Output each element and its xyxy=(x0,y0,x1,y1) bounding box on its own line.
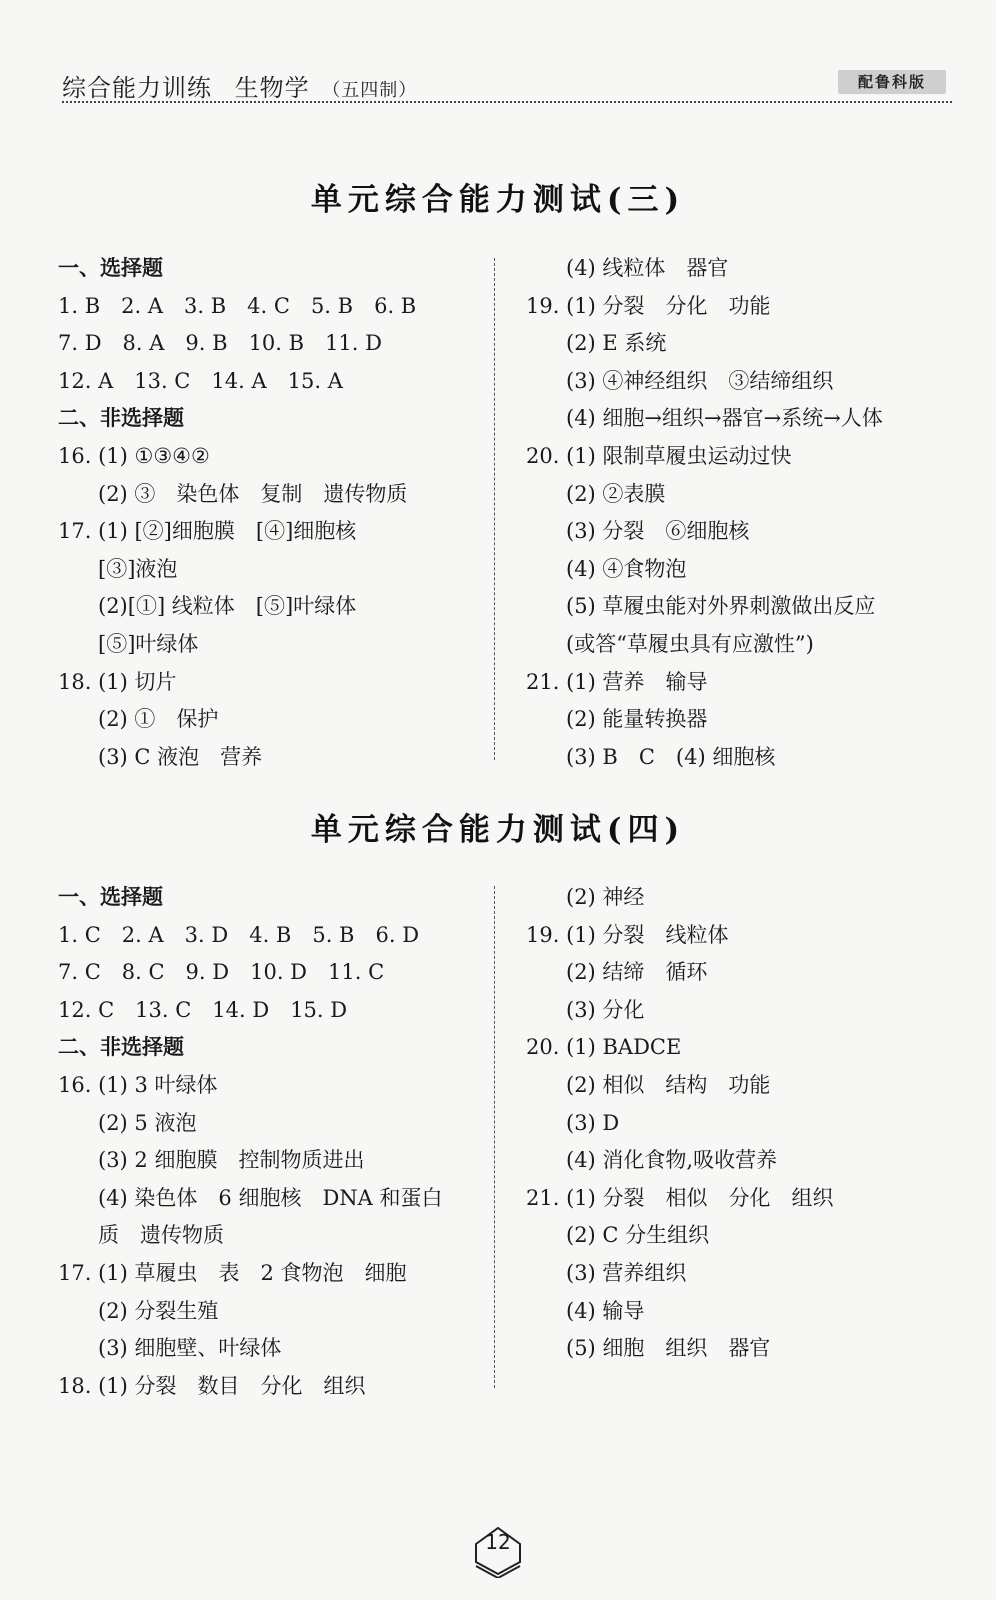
answer-line: (2) 5 液泡 xyxy=(98,1110,197,1135)
answer-line: (2)[①] 线粒体 [⑤]叶绿体 xyxy=(98,594,357,619)
answer-line: (3) B C (4) 细胞核 xyxy=(566,744,776,769)
edition-note: （五四制） xyxy=(322,80,418,101)
answer-line: (3) 分裂 ⑥细胞核 xyxy=(566,519,750,544)
answer-line: (4) 消化食物,吸收营养 xyxy=(566,1148,778,1173)
edition-badge: 配鲁科版 xyxy=(838,70,946,94)
answer-line: (4) 线粒体 器官 xyxy=(566,256,729,280)
answer-line: 17. (1) [②]细胞膜 [④]细胞核 xyxy=(58,519,357,544)
answer-line: 7. C 8. C 9. D 10. D 11. C xyxy=(58,960,385,985)
answer-line: (2) ① 保护 xyxy=(98,707,219,732)
unit4-column-divider xyxy=(494,886,495,1388)
header-divider xyxy=(62,101,952,103)
book-title xyxy=(62,68,417,103)
answer-line: (3) 营养组织 xyxy=(566,1260,687,1285)
answer-line: 19. (1) 分裂 线粒体 xyxy=(526,922,729,947)
answer-line: (4) 染色体 6 细胞核 DNA 和蛋白 xyxy=(98,1185,443,1210)
answer-line: (4) 输导 xyxy=(566,1298,645,1323)
answer-line: (4) 细胞→组织→器官→系统→人体 xyxy=(566,406,883,431)
unit3-column-divider xyxy=(494,258,495,760)
answer-line: 20. (1) 限制草履虫运动过快 xyxy=(526,443,792,468)
answer-line: (3) C 液泡 营养 xyxy=(98,744,263,769)
answer-line: 7. D 8. A 9. B 10. B 11. D xyxy=(58,331,382,356)
answer-line: [③]液泡 xyxy=(98,556,178,581)
answer-line: 16. (1) ①③④② xyxy=(58,443,210,468)
answer-line: (2) 神经 xyxy=(566,885,645,909)
answer-line: (2) 相似 结构 功能 xyxy=(566,1072,771,1097)
answer-line: 一、选择题 xyxy=(58,256,163,280)
unit4-left-column xyxy=(58,879,443,1405)
answer-line: (3) D xyxy=(566,1110,620,1135)
answer-line: 12. A 13. C 14. A 15. A xyxy=(58,368,343,393)
answer-line: (3) 分化 xyxy=(566,997,645,1022)
answer-line: (2) ②表膜 xyxy=(566,481,666,506)
answer-line: 18. (1) 切片 xyxy=(58,669,177,694)
answer-line: 12. C 13. C 14. D 15. D xyxy=(58,997,348,1022)
answer-line: 21. (1) 营养 输导 xyxy=(526,669,708,694)
answer-line: 16. (1) 3 叶绿体 xyxy=(58,1072,218,1097)
page-header xyxy=(62,64,952,104)
unit3-right-column xyxy=(526,250,883,776)
answer-line: (3) 2 细胞膜 控制物质进出 xyxy=(98,1148,365,1173)
answer-line: 18. (1) 分裂 数目 分化 组织 xyxy=(58,1373,366,1398)
answer-line: 1. B 2. A 3. B 4. C 5. B 6. B xyxy=(58,293,417,318)
answer-line: (2) E 系统 xyxy=(566,331,667,356)
page-number: 12 xyxy=(485,1530,511,1554)
answer-line: [⑤]叶绿体 xyxy=(98,631,199,656)
answer-line: (5) 草履虫能对外界刺激做出反应 xyxy=(566,594,876,619)
answer-line: 20. (1) BADCE xyxy=(526,1035,682,1060)
answer-line: (2) C 分生组织 xyxy=(566,1223,710,1248)
unit4-right-column xyxy=(526,879,834,1368)
answer-line: 19. (1) 分裂 分化 功能 xyxy=(526,293,771,318)
unit3-left-column xyxy=(58,250,416,776)
answer-line: (3) ④神经组织 ③结缔组织 xyxy=(566,368,834,393)
answer-line: 1. C 2. A 3. D 4. B 5. B 6. D xyxy=(58,922,420,947)
unit4-title: 单元综合能力测试(四) xyxy=(310,812,686,848)
answer-line: 二、非选择题 xyxy=(58,1035,184,1060)
answer-line: (4) ④食物泡 xyxy=(566,556,687,581)
answer-line: (3) 细胞壁、叶绿体 xyxy=(98,1336,282,1361)
page-number-badge xyxy=(470,1522,526,1578)
answer-line: (5) 细胞 组织 器官 xyxy=(566,1336,771,1361)
answer-line: (2) 能量转换器 xyxy=(566,707,708,732)
answer-line: (或答“草履虫具有应激性”) xyxy=(566,631,814,656)
subject-text: 生物学 xyxy=(234,74,310,102)
answer-line: (2) ③ 染色体 复制 遗传物质 xyxy=(98,481,408,506)
answer-line: (2) 结缔 循环 xyxy=(566,960,708,985)
answer-line: (2) 分裂生殖 xyxy=(98,1298,219,1323)
book-title-text: 综合能力训练 xyxy=(62,74,212,102)
unit3-title: 单元综合能力测试(三) xyxy=(310,182,686,218)
answer-line: 21. (1) 分裂 相似 分化 组织 xyxy=(526,1185,834,1210)
answer-line: 质 遗传物质 xyxy=(98,1223,224,1248)
answer-line: 二、非选择题 xyxy=(58,406,184,431)
answer-line: 17. (1) 草履虫 表 2 食物泡 细胞 xyxy=(58,1260,407,1285)
answer-line: 一、选择题 xyxy=(58,885,163,909)
